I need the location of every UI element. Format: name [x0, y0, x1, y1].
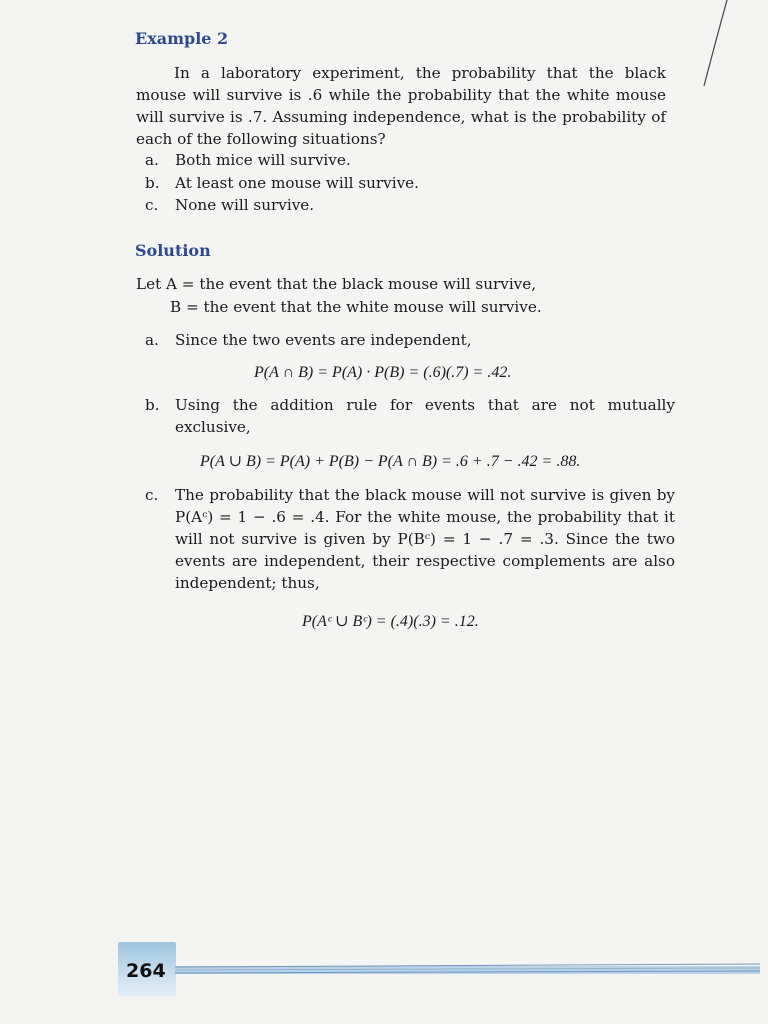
part-label: a. [145, 331, 159, 349]
solution-part-c [145, 484, 675, 594]
footer-rule [175, 958, 760, 980]
equation-b: P(A ∪ B) = P(A) + P(B) − P(A ∩ B) = .6 + .7 − .42 = .88. [200, 453, 581, 470]
part-a [145, 149, 351, 171]
problem-statement: In a laboratory experiment, the probability that the black mouse will survive is .6 while the probability that the white mouse will survive is .7. Assuming independence, what is the probability of each of the following situations? [136, 64, 666, 148]
part-label: c. [145, 486, 159, 504]
part-c [145, 194, 314, 216]
part-text: Using the addition rule for events that are not mutually exclusive, [175, 396, 675, 436]
solution-part-a [145, 329, 675, 351]
equation-c: P(Aᶜ ∪ Bᶜ) = (.4)(.3) = .12. [302, 613, 479, 630]
part-text: Since the two events are independent, [175, 331, 472, 349]
solution-heading: Solution [135, 241, 211, 260]
solution-part-b [145, 394, 675, 438]
part-text: Both mice will survive. [175, 151, 351, 169]
part-b [145, 172, 419, 194]
part-label: a. [145, 151, 159, 169]
example-heading: Example 2 [135, 29, 229, 48]
part-label: b. [145, 396, 160, 414]
part-text: The probability that the black mouse will not survive is given by P(Aᶜ) = 1 − .6 = .4. For the white mouse, the probability that it will not survive is given by P(Bᶜ) = 1 − .7 = .3. Since the two events are independent, their respective complements are also independent; thus, [175, 486, 675, 592]
equation-a: P(A ∩ B) = P(A) · P(B) = (.6)(.7) = .42. [254, 364, 512, 381]
part-text: At least one mouse will survive. [175, 174, 420, 192]
page-number: 264 [126, 960, 166, 982]
let-a-definition: Let A = the event that the black mouse will survive, [136, 275, 537, 293]
part-label: b. [145, 174, 160, 192]
let-b-definition: B = the event that the white mouse will survive. [170, 298, 542, 316]
part-text: None will survive. [175, 196, 315, 214]
part-label: c. [145, 196, 159, 214]
